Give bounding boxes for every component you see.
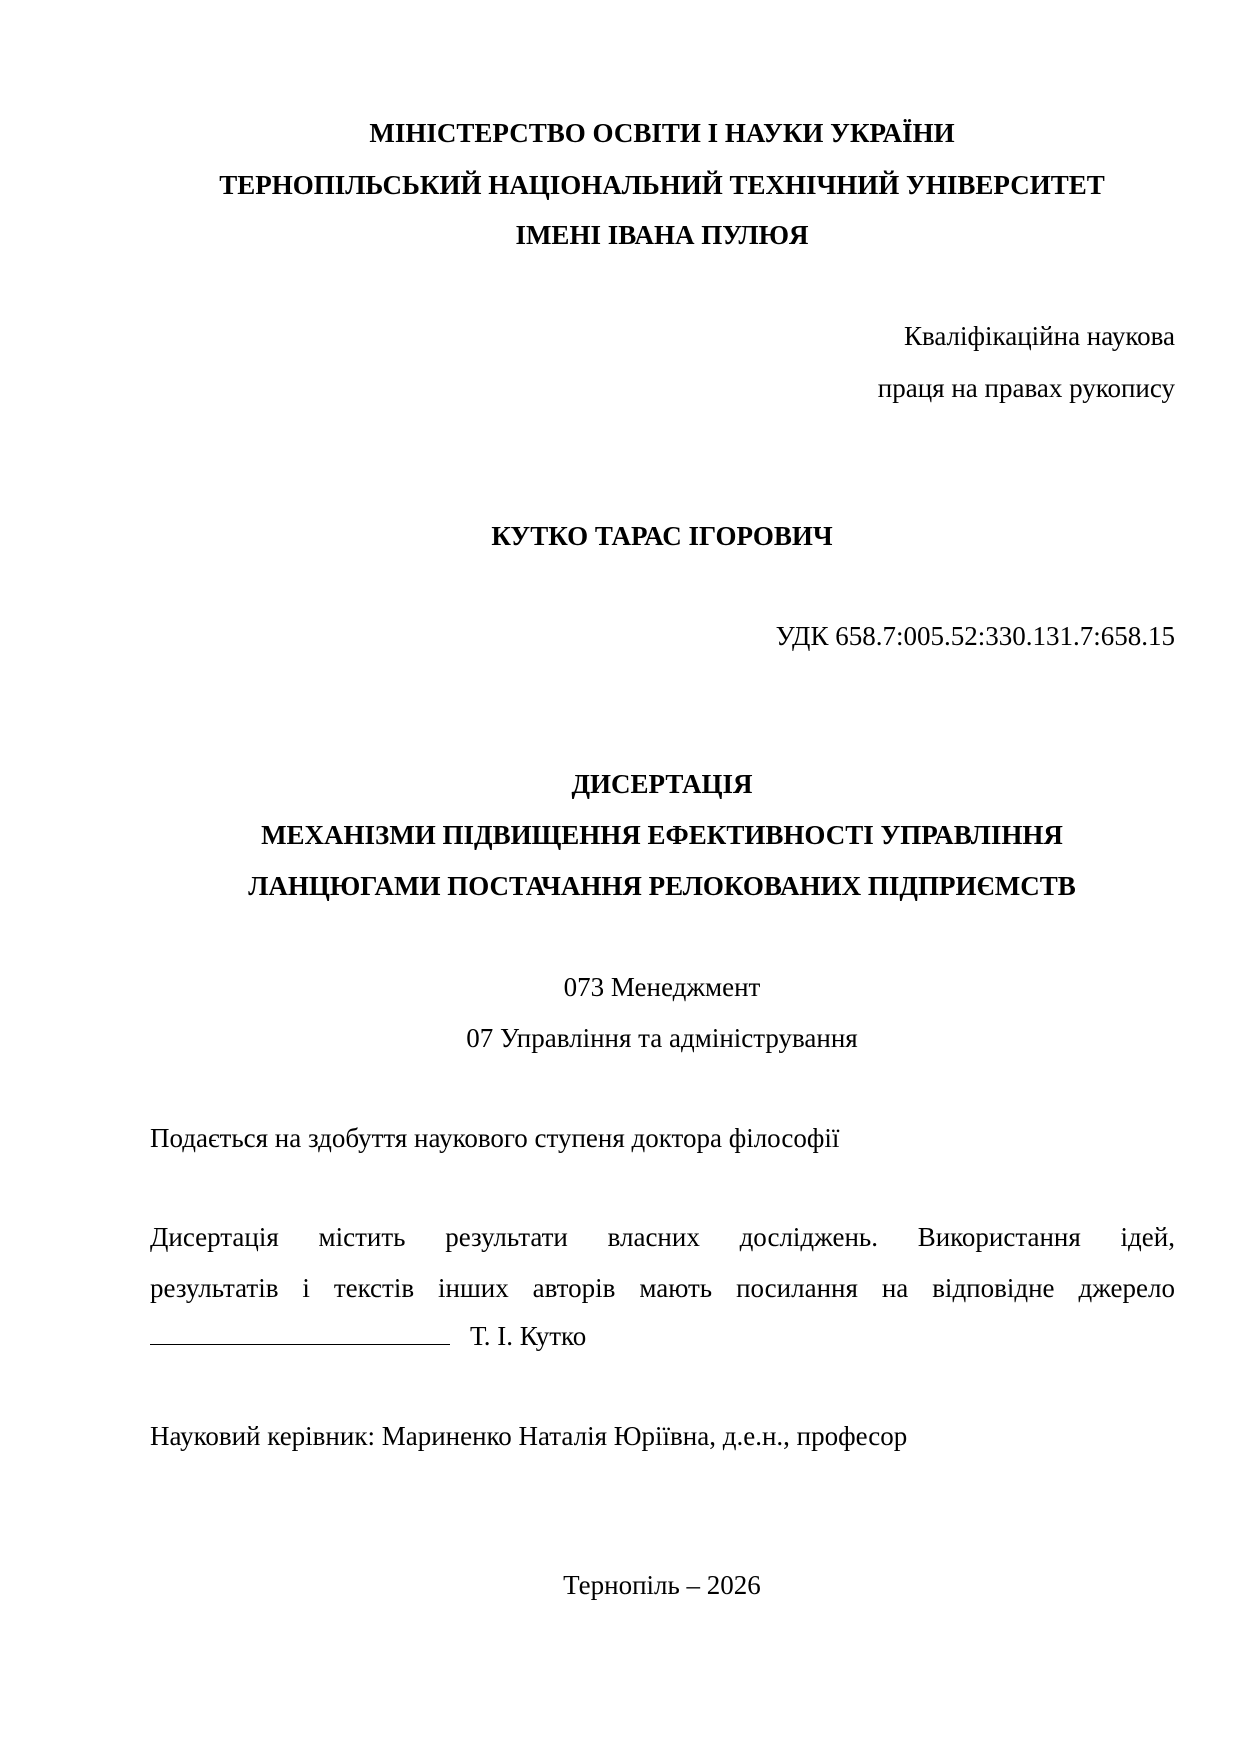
degree-statement: Подається на здобуття наукового ступеня доктора філософії: [150, 1123, 840, 1153]
specialty-code: 073 Менеджмент: [563, 972, 761, 1002]
originality-line1-word: досліджень.: [739, 1222, 878, 1252]
university-name-suffix: ІМЕНІ ІВАНА ПУЛЮЯ: [515, 220, 809, 250]
dissertation-title-line2: ЛАНЦЮГАМИ ПОСТАЧАННЯ РЕЛОКОВАНИХ ПІДПРИЄМСТВ: [248, 871, 1076, 901]
dissertation-label: ДИСЕРТАЦІЯ: [571, 769, 753, 799]
originality-line2-word: мають: [639, 1273, 713, 1303]
signature-row: [150, 1319, 586, 1353]
originality-line2-word: посилання: [736, 1273, 858, 1303]
ministry-title: МІНІСТЕРСТВО ОСВІТИ І НАУКИ УКРАЇНИ: [369, 118, 955, 148]
field-of-knowledge: 07 Управління та адміністрування: [466, 1023, 858, 1053]
author-name: КУТКО ТАРАС ІГОРОВИЧ: [491, 521, 833, 551]
originality-line1-word: ідей,: [1120, 1222, 1175, 1252]
originality-line1: [150, 1220, 1175, 1254]
originality-line2-word: і: [302, 1273, 310, 1303]
udc-code: УДК 658.7:005.52:330.131.7:658.15: [775, 621, 1175, 651]
university-title: ТЕРНОПІЛЬСЬКИЙ НАЦІОНАЛЬНИЙ ТЕХНІЧНИЙ УНІВЕРСИТЕТ: [219, 170, 1105, 200]
signature-line: [150, 1320, 450, 1345]
signature-name: Т. І. Кутко: [470, 1321, 587, 1351]
originality-line2-word: на: [881, 1273, 909, 1303]
originality-line1-word: результати: [445, 1222, 568, 1252]
originality-line2-word: відповідне: [932, 1273, 1055, 1303]
originality-line1-word: містить: [318, 1222, 406, 1252]
supervisor: Науковий керівник: Мариненко Наталія Юріївна, д.е.н., професор: [150, 1421, 908, 1451]
originality-line2-word: текстів: [333, 1273, 415, 1303]
manuscript-note-line1: Кваліфікаційна наукова: [903, 321, 1175, 351]
manuscript-note-line2: праця на правах рукопису: [877, 373, 1175, 403]
originality-line1-word: власних: [607, 1222, 700, 1252]
originality-line1-word: Використання: [917, 1222, 1081, 1252]
originality-line2-word: інших: [438, 1273, 509, 1303]
originality-line2: [150, 1271, 1175, 1305]
originality-line2-word: результатів: [150, 1273, 279, 1303]
originality-line2-word: авторів: [532, 1273, 616, 1303]
originality-line1-word: Дисертація: [150, 1222, 279, 1252]
originality-line2-word: джерело: [1078, 1273, 1175, 1303]
dissertation-title-line1: МЕХАНІЗМИ ПІДВИЩЕННЯ ЕФЕКТИВНОСТІ УПРАВЛІННЯ: [261, 820, 1063, 850]
city-year: Тернопіль – 2026: [563, 1570, 761, 1600]
